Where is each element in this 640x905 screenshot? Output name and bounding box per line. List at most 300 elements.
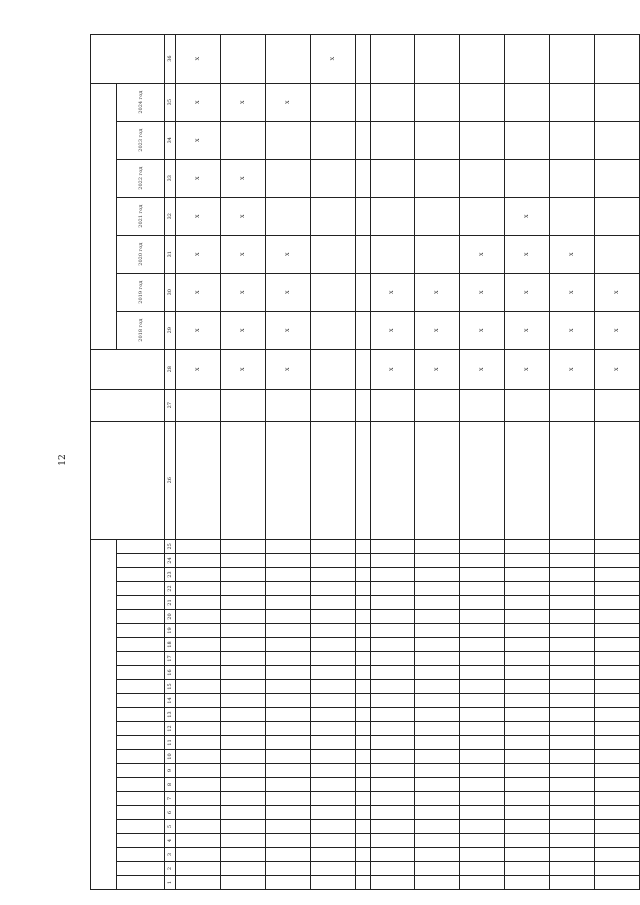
year-header: 2024 год: [117, 83, 165, 121]
code-cell: [415, 848, 460, 862]
year-value-cell: [370, 159, 415, 197]
base-value-cell: X: [176, 349, 221, 389]
code-cell: [370, 610, 415, 624]
year-value-cell: [460, 121, 505, 159]
code-cell: [310, 582, 355, 596]
code-cell: [550, 792, 595, 806]
code-cell: [220, 554, 265, 568]
code-cell: [415, 820, 460, 834]
code-cell: [505, 624, 550, 638]
code-subheader: [117, 680, 165, 694]
code-cell: [265, 736, 310, 750]
table-row: [176, 34, 221, 889]
column-index: 3: [165, 848, 176, 862]
total-cell: [370, 34, 415, 83]
indicator-name: [550, 421, 595, 539]
column-index: 22: [165, 582, 176, 596]
indicator-name: [265, 421, 310, 539]
column-index: 30: [165, 273, 176, 311]
column-index: 14: [165, 694, 176, 708]
code-cell: [550, 834, 595, 848]
code-cell: [220, 750, 265, 764]
code-cell: [550, 652, 595, 666]
code-cell: [460, 582, 505, 596]
code-cell: [370, 708, 415, 722]
year-value-cell: [550, 159, 595, 197]
code-cell: [355, 792, 370, 806]
code-cell: [355, 708, 370, 722]
code-cell: [310, 694, 355, 708]
code-cell: [265, 750, 310, 764]
year-value-cell: [415, 159, 460, 197]
code-cell: [505, 554, 550, 568]
code-cell: [505, 582, 550, 596]
total-cell: [505, 34, 550, 83]
code-cell: [176, 778, 221, 792]
code-cell: [265, 876, 310, 890]
code-cell: [550, 596, 595, 610]
code-cell: [460, 638, 505, 652]
code-cell: [176, 848, 221, 862]
code-cell: [355, 736, 370, 750]
column-index: 5: [165, 820, 176, 834]
code-cell: [415, 539, 460, 553]
code-cell: [550, 666, 595, 680]
code-cell: [310, 820, 355, 834]
code-cell: [415, 876, 460, 890]
code-cell: [355, 834, 370, 848]
code-cell: [505, 694, 550, 708]
code-cell: [370, 806, 415, 820]
year-value-cell: [415, 83, 460, 121]
code-cell: [265, 554, 310, 568]
code-cell: [176, 708, 221, 722]
code-cell: [310, 539, 355, 553]
code-cell: [310, 750, 355, 764]
year-value-cell: X: [176, 83, 221, 121]
code-cell: [370, 582, 415, 596]
column-index: 13: [165, 708, 176, 722]
code-cell: [370, 680, 415, 694]
year-value-cell: X: [505, 235, 550, 273]
code-cell: [594, 582, 639, 596]
base-value-cell: X: [594, 349, 639, 389]
code-cell: [265, 820, 310, 834]
base-value-cell: X: [220, 349, 265, 389]
code-cell: [370, 624, 415, 638]
year-value-cell: X: [415, 273, 460, 311]
code-cell: [370, 764, 415, 778]
code-subheader: [117, 652, 165, 666]
code-cell: [505, 862, 550, 876]
code-cell: [370, 638, 415, 652]
unit-cell: [550, 389, 595, 421]
column-index: 24: [165, 554, 176, 568]
total-cell: [550, 34, 595, 83]
year-value-cell: [594, 197, 639, 235]
base-value-cell: X: [370, 349, 415, 389]
code-cell: [505, 568, 550, 582]
year-value-cell: X: [550, 235, 595, 273]
year-value-cell: X: [370, 273, 415, 311]
unit-cell: [460, 389, 505, 421]
code-cell: [460, 862, 505, 876]
code-cell: [265, 582, 310, 596]
code-cell: [460, 792, 505, 806]
year-value-cell: [594, 83, 639, 121]
column-index: 18: [165, 638, 176, 652]
code-cell: [265, 778, 310, 792]
code-cell: [370, 876, 415, 890]
year-value-cell: X: [550, 311, 595, 349]
year-value-cell: [355, 83, 370, 121]
code-cell: [220, 539, 265, 553]
code-cell: [460, 610, 505, 624]
code-cell: [370, 554, 415, 568]
code-cell: [220, 666, 265, 680]
indicator-name: [505, 421, 550, 539]
code-cell: [460, 806, 505, 820]
year-value-cell: [550, 197, 595, 235]
year-value-cell: [370, 121, 415, 159]
column-index: 29: [165, 311, 176, 349]
code-cell: [310, 764, 355, 778]
code-cell: [355, 778, 370, 792]
column-index: 32: [165, 197, 176, 235]
column-index: 36: [165, 34, 176, 83]
year-value-cell: X: [176, 197, 221, 235]
code-cell: [220, 806, 265, 820]
code-cell: [505, 876, 550, 890]
table-row: [415, 34, 460, 889]
code-cell: [415, 666, 460, 680]
year-value-cell: [310, 121, 355, 159]
code-cell: [460, 722, 505, 736]
column-index: 28: [165, 349, 176, 389]
year-value-cell: [310, 311, 355, 349]
table-row: [550, 34, 595, 889]
years-group-header: [91, 83, 117, 349]
code-cell: [176, 582, 221, 596]
code-cell: [460, 834, 505, 848]
code-cell: [310, 876, 355, 890]
year-value-cell: [505, 159, 550, 197]
code-cell: [505, 806, 550, 820]
code-cell: [505, 680, 550, 694]
code-cell: [176, 764, 221, 778]
column-index: 20: [165, 610, 176, 624]
code-cell: [550, 624, 595, 638]
code-cell: [550, 568, 595, 582]
indicator-name: [220, 421, 265, 539]
code-cell: [355, 568, 370, 582]
code-cell: [415, 764, 460, 778]
year-value-cell: [355, 273, 370, 311]
code-cell: [505, 792, 550, 806]
code-cell: [355, 554, 370, 568]
code-subheader: [117, 666, 165, 680]
code-cell: [594, 764, 639, 778]
code-cell: [370, 652, 415, 666]
code-cell: [460, 848, 505, 862]
code-cell: [220, 848, 265, 862]
code-cell: [460, 554, 505, 568]
code-subheader: [117, 764, 165, 778]
year-value-cell: X: [594, 273, 639, 311]
code-cell: [594, 694, 639, 708]
code-cell: [594, 596, 639, 610]
indicator-name: [370, 421, 415, 539]
code-cell: [176, 820, 221, 834]
code-cell: [415, 694, 460, 708]
code-cell: [505, 848, 550, 862]
code-cell: [415, 708, 460, 722]
column-index: 35: [165, 83, 176, 121]
year-value-cell: [370, 83, 415, 121]
indicator-name: [355, 421, 370, 539]
code-cell: [370, 539, 415, 553]
table-row: [505, 34, 550, 889]
code-cell: [370, 834, 415, 848]
code-cell: [176, 722, 221, 736]
total-cell: X: [176, 34, 221, 83]
code-cell: [550, 736, 595, 750]
code-cell: [550, 876, 595, 890]
code-cell: [550, 539, 595, 553]
code-cell: [265, 806, 310, 820]
code-cell: [415, 554, 460, 568]
year-header: 2021 год: [117, 197, 165, 235]
year-value-cell: [265, 159, 310, 197]
code-cell: [220, 876, 265, 890]
code-cell: [550, 610, 595, 624]
year-value-cell: [415, 197, 460, 235]
code-cell: [176, 652, 221, 666]
year-value-cell: X: [505, 311, 550, 349]
code-cell: [220, 736, 265, 750]
total-cell: X: [310, 34, 355, 83]
year-value-cell: [310, 159, 355, 197]
year-value-cell: X: [176, 159, 221, 197]
code-cell: [220, 820, 265, 834]
code-cell: [460, 624, 505, 638]
code-cell: [505, 750, 550, 764]
unit-cell: [355, 389, 370, 421]
code-cell: [355, 806, 370, 820]
unit-cell: [370, 389, 415, 421]
code-cell: [310, 610, 355, 624]
code-cell: [265, 680, 310, 694]
code-cell: [220, 568, 265, 582]
code-cell: [594, 539, 639, 553]
code-cell: [310, 862, 355, 876]
year-value-cell: [355, 235, 370, 273]
code-cell: [265, 666, 310, 680]
code-cell: [220, 722, 265, 736]
year-value-cell: X: [176, 121, 221, 159]
code-cell: [415, 778, 460, 792]
table-row: [310, 34, 355, 889]
code-cell: [176, 694, 221, 708]
code-cell: [415, 582, 460, 596]
code-cell: [370, 862, 415, 876]
column-index: 4: [165, 834, 176, 848]
base-value-cell: X: [265, 349, 310, 389]
code-cell: [265, 722, 310, 736]
code-cell: [220, 596, 265, 610]
code-cell: [370, 778, 415, 792]
year-header: 2023 год: [117, 121, 165, 159]
code-cell: [355, 750, 370, 764]
code-cell: [310, 792, 355, 806]
indicator-name: [310, 421, 355, 539]
column-index: 10: [165, 750, 176, 764]
code-cell: [460, 596, 505, 610]
code-cell: [370, 792, 415, 806]
year-value-cell: X: [460, 235, 505, 273]
code-cell: [310, 736, 355, 750]
year-value-cell: [355, 311, 370, 349]
column-index: 34: [165, 121, 176, 159]
table-row: [355, 34, 370, 889]
code-cell: [415, 610, 460, 624]
code-cell: [460, 764, 505, 778]
base-value-cell: [355, 349, 370, 389]
base-value-cell: [310, 349, 355, 389]
total-cell: [460, 34, 505, 83]
column-index: 17: [165, 652, 176, 666]
code-cell: [594, 638, 639, 652]
code-cell: [594, 820, 639, 834]
column-index: 19: [165, 624, 176, 638]
code-cell: [310, 638, 355, 652]
code-cell: [355, 862, 370, 876]
code-subheader: [117, 694, 165, 708]
code-cell: [415, 834, 460, 848]
code-cell: [176, 834, 221, 848]
column-index: 26: [165, 421, 176, 539]
code-cell: [176, 876, 221, 890]
code-cell: [176, 666, 221, 680]
code-cell: [594, 778, 639, 792]
base-value-cell: X: [415, 349, 460, 389]
code-cell: [370, 722, 415, 736]
year-value-cell: [370, 235, 415, 273]
total-cell: [355, 34, 370, 83]
code-cell: [505, 820, 550, 834]
year-value-cell: X: [265, 235, 310, 273]
year-value-cell: X: [176, 311, 221, 349]
code-cell: [550, 862, 595, 876]
code-cell: [310, 722, 355, 736]
code-subheader: [117, 554, 165, 568]
rotated-table-wrapper: [90, 35, 640, 890]
code-cell: [505, 708, 550, 722]
year-value-cell: [505, 83, 550, 121]
code-cell: [505, 764, 550, 778]
code-cell: [594, 862, 639, 876]
code-cell: [355, 624, 370, 638]
year-value-cell: X: [370, 311, 415, 349]
code-cell: [505, 722, 550, 736]
table-row: [594, 34, 639, 889]
code-cell: [550, 554, 595, 568]
code-cell: [355, 596, 370, 610]
year-value-cell: X: [220, 235, 265, 273]
code-cell: [594, 876, 639, 890]
code-cell: [176, 624, 221, 638]
code-cell: [370, 820, 415, 834]
year-value-cell: [460, 159, 505, 197]
total-cell: [220, 34, 265, 83]
code-cell: [265, 539, 310, 553]
code-cell: [594, 736, 639, 750]
code-subheader: [117, 582, 165, 596]
code-cell: [370, 666, 415, 680]
year-header: 2020 год: [117, 235, 165, 273]
code-cell: [176, 862, 221, 876]
code-cell: [220, 638, 265, 652]
year-value-cell: X: [415, 311, 460, 349]
column-index: 12: [165, 722, 176, 736]
indicator-name: [460, 421, 505, 539]
code-cell: [265, 624, 310, 638]
code-subheader: [117, 848, 165, 862]
code-cell: [415, 806, 460, 820]
column-index: 15: [165, 680, 176, 694]
year-value-cell: [550, 121, 595, 159]
code-cell: [220, 834, 265, 848]
year-value-cell: X: [265, 273, 310, 311]
column-index: 7: [165, 792, 176, 806]
year-value-cell: [265, 197, 310, 235]
code-cell: [505, 652, 550, 666]
code-cell: [415, 568, 460, 582]
code-cell: [355, 876, 370, 890]
column-index: 16: [165, 666, 176, 680]
unit-cell: [415, 389, 460, 421]
code-cell: [370, 848, 415, 862]
table-row: [370, 34, 415, 889]
code-cell: [415, 624, 460, 638]
code-cell: [550, 582, 595, 596]
code-cell: [310, 834, 355, 848]
year-value-cell: X: [176, 273, 221, 311]
year-value-cell: X: [594, 311, 639, 349]
code-cell: [505, 638, 550, 652]
code-cell: [355, 610, 370, 624]
total-cell: [415, 34, 460, 83]
codes-group-header: [91, 539, 117, 889]
code-cell: [594, 848, 639, 862]
year-value-cell: [355, 197, 370, 235]
code-cell: [220, 624, 265, 638]
total-column-header: [91, 34, 165, 83]
code-cell: [220, 778, 265, 792]
year-value-cell: [594, 159, 639, 197]
year-value-cell: X: [220, 83, 265, 121]
column-index: 6: [165, 806, 176, 820]
code-cell: [310, 848, 355, 862]
year-value-cell: [370, 197, 415, 235]
code-cell: [370, 694, 415, 708]
code-cell: [460, 539, 505, 553]
code-cell: [176, 680, 221, 694]
name-column-header: [91, 421, 165, 539]
code-cell: [176, 568, 221, 582]
code-cell: [370, 568, 415, 582]
code-subheader: [117, 736, 165, 750]
